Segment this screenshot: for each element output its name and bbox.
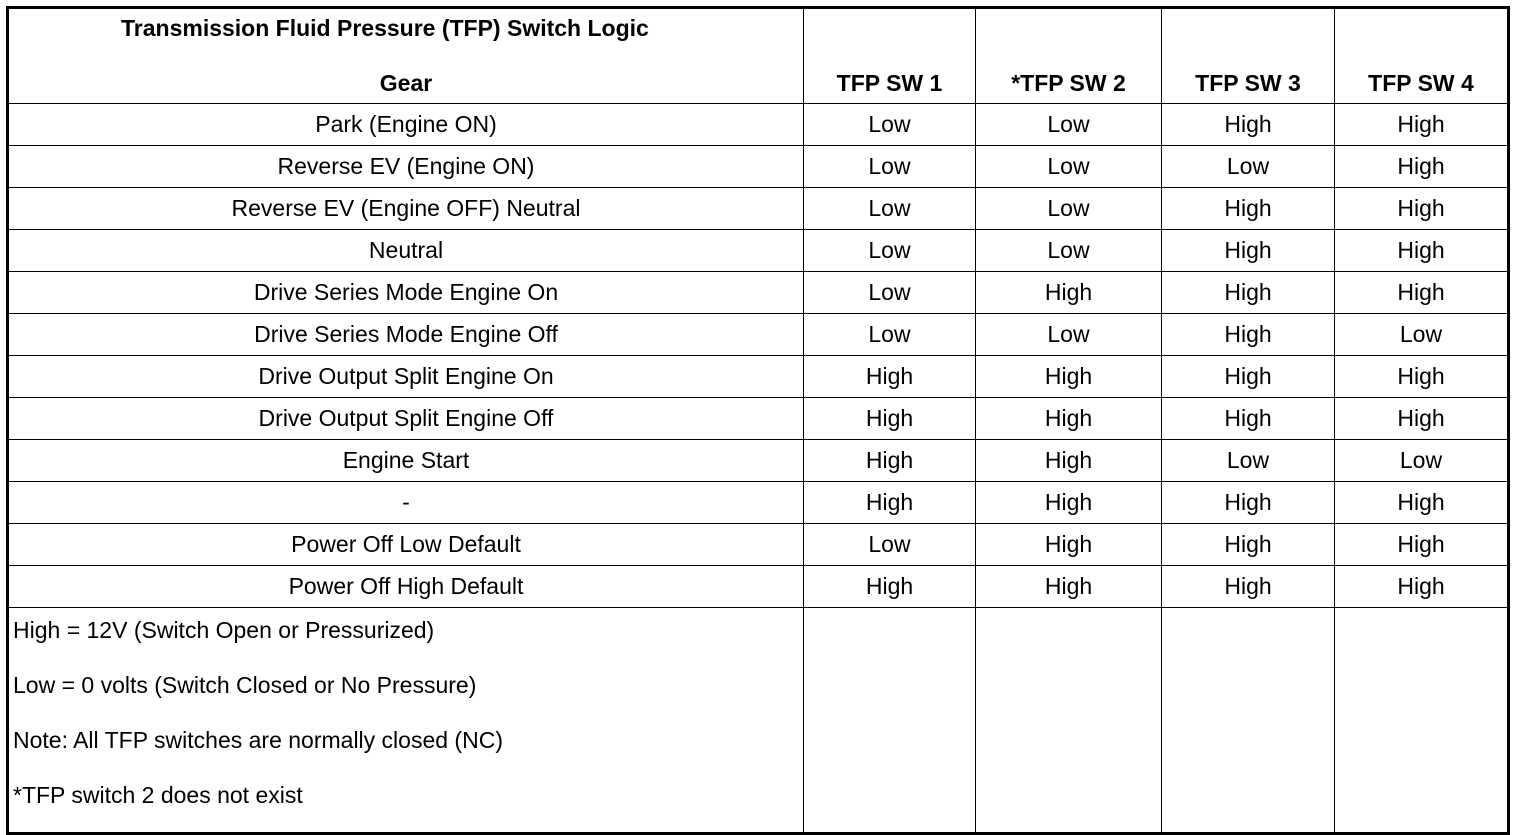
value-cell: High <box>1162 314 1335 356</box>
value-cell: Low <box>976 230 1162 272</box>
table-row <box>8 314 1509 356</box>
gear-cell: Power Off Low Default <box>8 524 804 566</box>
table-row <box>8 104 1509 146</box>
note-low-definition: Low = 0 volts (Switch Closed or No Pressure) <box>13 672 477 698</box>
gear-cell: Drive Output Split Engine Off <box>8 398 804 440</box>
gear-cell: Neutral <box>8 230 804 272</box>
notes-cell <box>8 608 804 834</box>
value-cell: Low <box>1335 314 1509 356</box>
table-row <box>8 524 1509 566</box>
value-cell: High <box>1335 482 1509 524</box>
value-cell: High <box>1162 272 1335 314</box>
gear-cell: Drive Series Mode Engine Off <box>8 314 804 356</box>
value-cell: High <box>1335 356 1509 398</box>
value-cell: Low <box>1335 440 1509 482</box>
gear-header-cell <box>8 8 804 104</box>
value-cell: High <box>1335 104 1509 146</box>
gear-cell: Reverse EV (Engine ON) <box>8 146 804 188</box>
value-cell: Low <box>804 104 976 146</box>
value-cell: High <box>1162 482 1335 524</box>
value-cell: Low <box>804 272 976 314</box>
value-cell: High <box>1162 104 1335 146</box>
value-cell: High <box>1335 272 1509 314</box>
note-high-definition: High = 12V (Switch Open or Pressurized) <box>13 617 435 643</box>
gear-cell: Drive Output Split Engine On <box>8 356 804 398</box>
value-cell: Low <box>1162 146 1335 188</box>
value-cell: High <box>1162 188 1335 230</box>
table-row <box>8 482 1509 524</box>
value-cell: High <box>976 356 1162 398</box>
table-row <box>8 272 1509 314</box>
value-cell: Low <box>976 104 1162 146</box>
gear-cell: Drive Series Mode Engine On <box>8 272 804 314</box>
column-header-sw4: TFP SW 4 <box>1335 8 1509 104</box>
value-cell: High <box>1335 188 1509 230</box>
value-cell: High <box>976 482 1162 524</box>
value-cell: High <box>976 272 1162 314</box>
empty-cell <box>1335 608 1509 834</box>
gear-cell: Reverse EV (Engine OFF) Neutral <box>8 188 804 230</box>
value-cell: High <box>804 356 976 398</box>
gear-cell: - <box>8 482 804 524</box>
value-cell: Low <box>976 188 1162 230</box>
value-cell: High <box>1162 524 1335 566</box>
value-cell: High <box>976 566 1162 608</box>
value-cell: High <box>1162 398 1335 440</box>
note-normally-closed: Note: All TFP switches are normally closed (NC) <box>13 727 503 753</box>
value-cell: High <box>976 398 1162 440</box>
table-row <box>8 188 1509 230</box>
tfp-switch-logic-table <box>6 6 1510 835</box>
value-cell: High <box>1162 230 1335 272</box>
value-cell: High <box>1162 356 1335 398</box>
table-row <box>8 566 1509 608</box>
value-cell: High <box>1162 566 1335 608</box>
value-cell: High <box>804 482 976 524</box>
value-cell: Low <box>1162 440 1335 482</box>
value-cell: Low <box>804 314 976 356</box>
gear-header: Gear <box>379 70 433 96</box>
value-cell: High <box>976 524 1162 566</box>
value-cell: Low <box>804 524 976 566</box>
value-cell: High <box>1335 566 1509 608</box>
value-cell: High <box>1335 524 1509 566</box>
empty-cell <box>804 608 976 834</box>
value-cell: Low <box>804 188 976 230</box>
column-header-sw2: *TFP SW 2 <box>976 8 1162 104</box>
gear-cell: Engine Start <box>8 440 804 482</box>
empty-cell <box>976 608 1162 834</box>
value-cell: Low <box>976 314 1162 356</box>
value-cell: High <box>1335 146 1509 188</box>
table-row <box>8 398 1509 440</box>
empty-cell <box>1162 608 1335 834</box>
table-row <box>8 356 1509 398</box>
gear-cell: Power Off High Default <box>8 566 804 608</box>
value-cell: High <box>804 398 976 440</box>
value-cell: High <box>976 440 1162 482</box>
value-cell: High <box>1335 230 1509 272</box>
gear-cell: Park (Engine ON) <box>8 104 804 146</box>
table-row <box>8 230 1509 272</box>
notes-row <box>8 608 1509 834</box>
value-cell: High <box>1335 398 1509 440</box>
value-cell: High <box>804 440 976 482</box>
column-header-sw3: TFP SW 3 <box>1162 8 1335 104</box>
value-cell: Low <box>976 146 1162 188</box>
value-cell: Low <box>804 146 976 188</box>
table-row <box>8 146 1509 188</box>
table-row <box>8 440 1509 482</box>
value-cell: High <box>804 566 976 608</box>
value-cell: Low <box>804 230 976 272</box>
header-row <box>8 8 1509 104</box>
note-switch-2: *TFP switch 2 does not exist <box>13 782 303 808</box>
column-header-sw1: TFP SW 1 <box>804 8 976 104</box>
table-title: Transmission Fluid Pressure (TFP) Switch Logic <box>121 15 649 41</box>
